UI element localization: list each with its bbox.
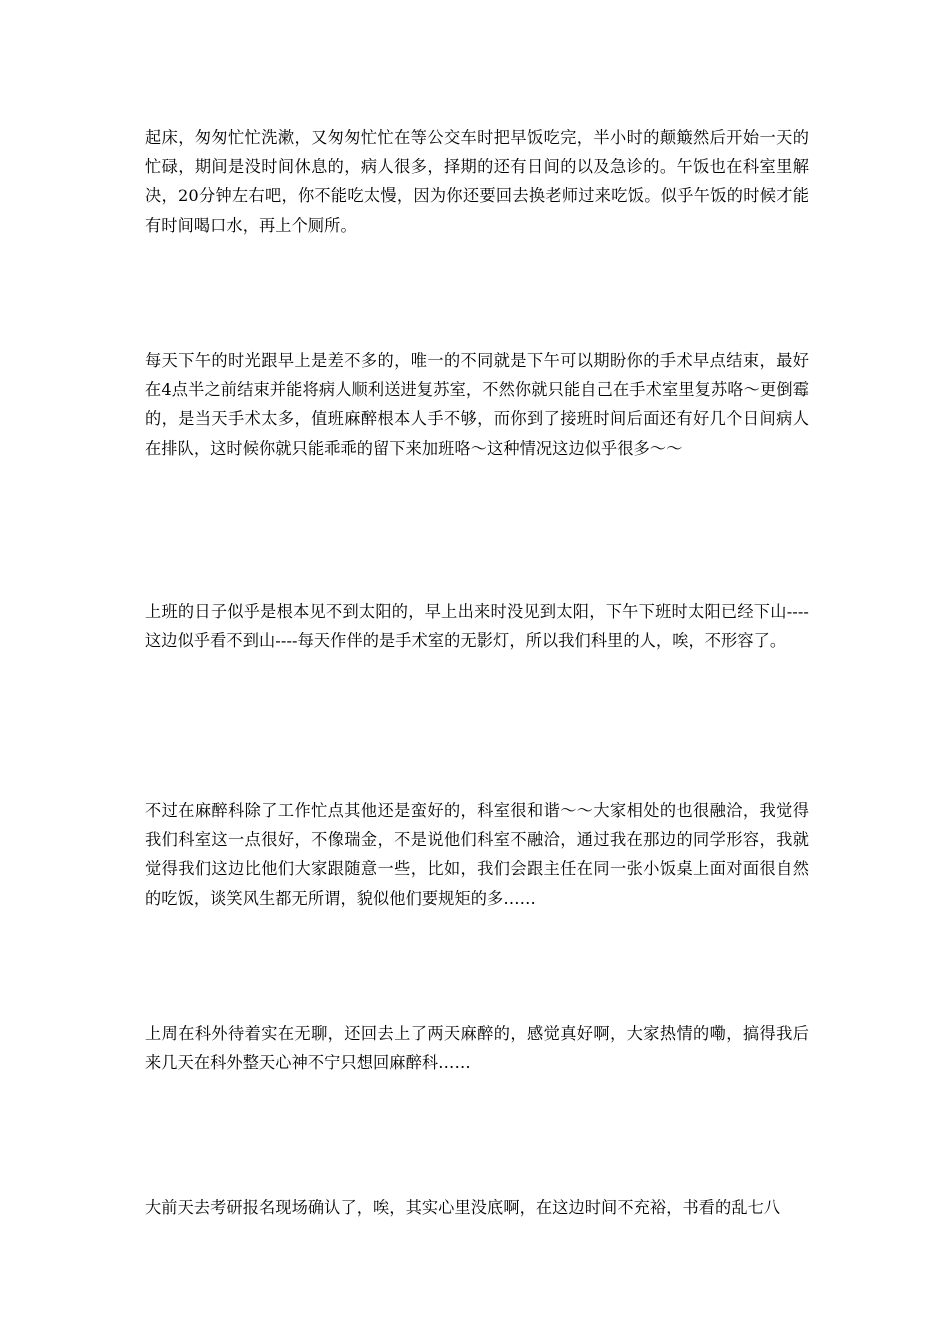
- paragraph-department-harmony: 不过在麻醉科除了工作忙点其他还是蛮好的，科室很和谐～～大家相处的也很融洽，我觉得我们科室这一点很好，不像瑞金，不是说他们科室不融洽，通过我在那边的同学形容，我就觉得我们这边比他们大家跟随意一些，比如，我们会跟主任在同一张小饭桌上面对面很自然的吃饭，谈笑风生都无所谓，貌似他们要规矩的多……: [145, 801, 809, 908]
- paragraph-afternoon: 每天下午的时光跟早上是差不多的，唯一的不同就是下午可以期盼你的手术早点结束，最好在4点半之前结束并能将病人顺利送进复苏室，不然你就只能自己在手术室里复苏咯～更倒霉的，是当天手术太多，值班麻醉根本人手不够，而你到了接班时间后面还有好几个日间病人在排队，这时候你就只能乖乖的留下来加班咯～这种情况这边似乎很多～～: [145, 351, 809, 458]
- paragraph-morning-routine: 起床，匆匆忙忙洗漱，又匆匆忙忙在等公交车时把早饭吃完，半小时的颠簸然后开始一天的忙碌，期间是没时间休息的，病人很多，择期的还有日间的以及急诊的。午饭也在科室里解决，20分钟左右吧，你不能吃太慢，因为你还要回去换老师过来吃饭。似乎午饭的时候才能有时间喝口水，再上个厕所。: [145, 128, 809, 235]
- paragraph-exam-registration: 大前天去考研报名现场确认了，唉，其实心里没底啊，在这边时间不充裕，书看的乱七八: [145, 1198, 781, 1217]
- paragraph-no-sunlight: 上班的日子似乎是根本见不到太阳的，早上出来时没见到太阳，下午下班时太阳已经下山----这边似乎看不到山----每天作伴的是手术室的无影灯，所以我们科里的人，唉，不形容了。: [145, 602, 809, 651]
- paragraph-last-week: 上周在科外待着实在无聊，还回去上了两天麻醉的，感觉真好啊，大家热情的嘞，搞得我后来几天在科外整天心神不宁只想回麻醉科……: [145, 1024, 809, 1073]
